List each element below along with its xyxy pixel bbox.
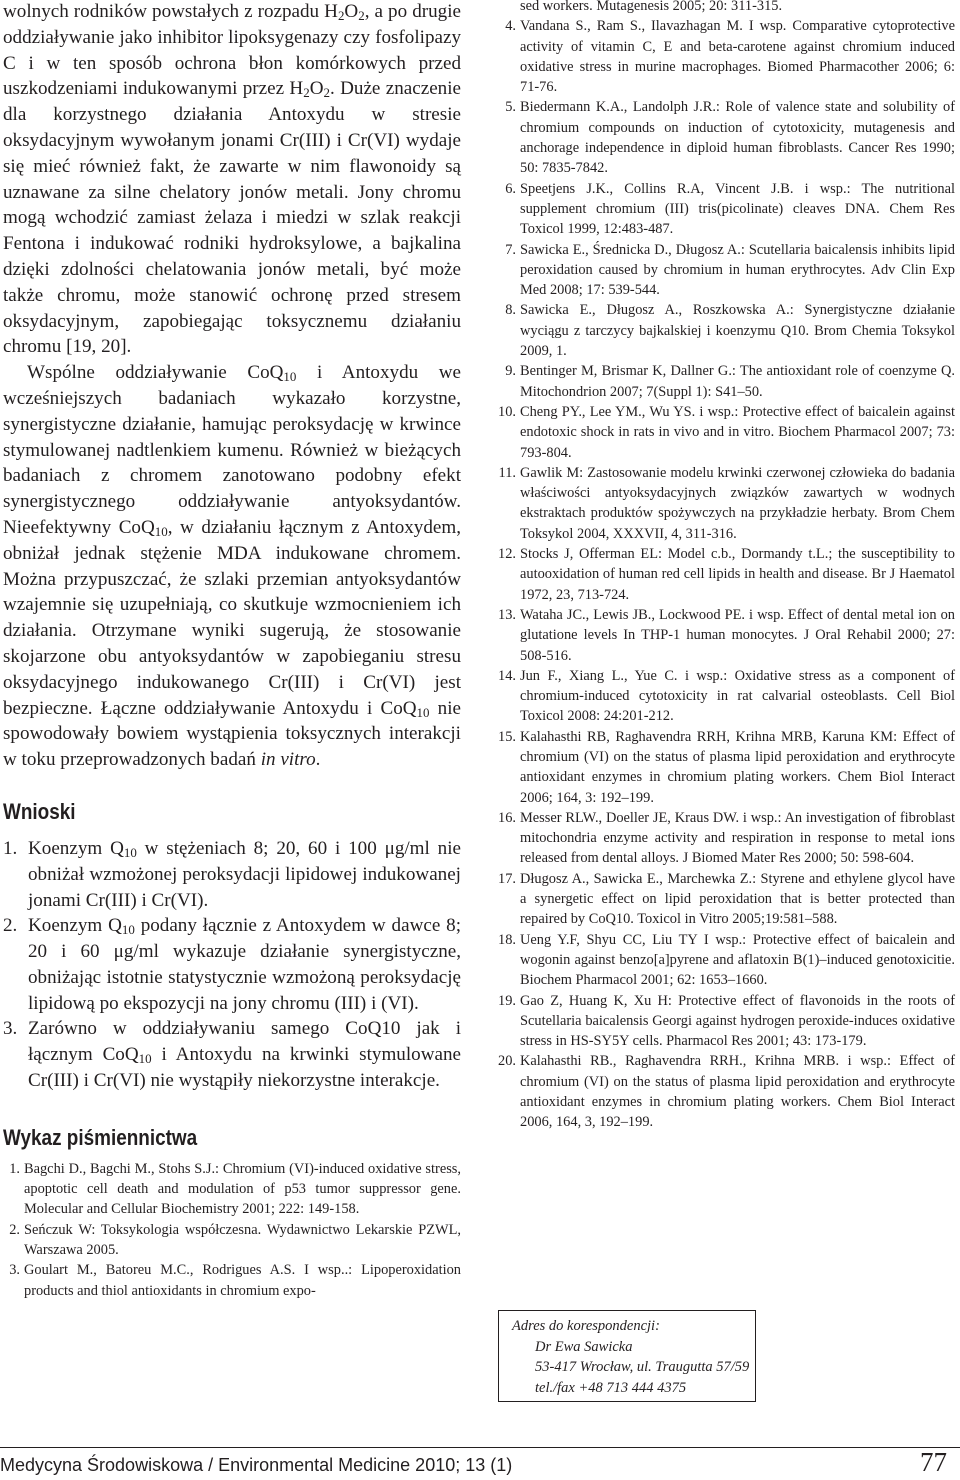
- reference-item: 5. Biedermann K.A., Landolph J.R.: Role of valence state and solubility of chromium compounds on induction of cytotoxicity, mutagenesis and anchorage independence in diploid human fibroblasts. Cancer Res 1990; 50: 7835-7842.: [505, 99, 955, 177]
- right-column: [499, 0, 955, 1133]
- reference-item: 6. Speetjens J.K., Collins R.A, Vincent J.B. i wsp.: The nutritional supplement chromium (III) tris(picolinate) cleaves DNA. Chem Res Toxicol 1999, 12:483-487.: [505, 180, 955, 238]
- reference-item: 18. Ueng Y.F, Shyu CC, Liu TY I wsp.: Protective effect of baicalein and wogonin against benzo[a]pyrene and aflatoxin B(1)–induced genotoxicitie. Biochem Pharmacol 2001; 62: 1653–1660.: [498, 931, 955, 989]
- reference-item: 11. Gawlik M: Zastosowanie modelu krwinki czerwonej człowieka do badania właściwości antyoksydacyjnych związków zawartych w wodnych ekstraktach produktów spożywczych na przykładzie herbaty. Brom Chem Toksykol 2004, XXXVII, 4, 311-316.: [498, 464, 955, 542]
- reference-continuation: sed workers. Mutagenesis 2005; 20: 311-315.: [520, 0, 783, 14]
- references-list-left: [3, 1159, 461, 1301]
- reference-item: 7. Sawicka E., Średnicka D., Długosz A.: Scutellaria baicalensis inhibits lipid peroxidation caused by chromium in human erythrocytes. Adv Clin Exp Med 2008; 17: 539-544.: [505, 241, 955, 299]
- reference-item: 13. Wataha JC., Lewis JB., Lockwood PE. i wsp. Effect of dental metal ion on glutatione levels In THP-1 human monocytes. J Oral Rehabil 2000; 27: 508-516.: [498, 606, 955, 664]
- journal-footer: Medycyna Środowiskowa / Environmental Medicine 2010; 13 (1): [0, 1455, 513, 1475]
- correspondence-address-box: [498, 1310, 756, 1402]
- reference-item: 8. Sawicka E., Długosz A., Roszkowska A.: Synergistyczne działanie wyciągu z tarczycy bajkalskiej i koenzymu Q10. Brom Chemia Toksykol 2009, 1.: [505, 302, 955, 360]
- reference-item: 2. Seńczuk W: Toksykologia współczesna. Wydawnictwo Lekarskie PZWL, Warszawa 2005.: [9, 1221, 461, 1259]
- conclusion-item: 2. Koenzym $Q_{10}$ podany łącznie z Antoxydem w dawce 8; 20 i 60 μg/ml wykazuje działanie synergistyczne, obniżając istotnie statystycznie wzmożoną peroksydację lipidową po ekspozycji na jony chromu (III) i (VI).: [3, 915, 462, 1014]
- reference-item: 4. Vandana S., Ram S., Ilavazhagan M. I wsp. Comparative cytoprotective activity of vitamin C, E and beta-carotene against chromium induced oxidative stress in murine macrophages. Biomed Pharmacother 2006; 6: 71-76.: [505, 18, 955, 96]
- address-name: Dr Ewa Sawicka: [535, 1338, 633, 1355]
- reference-item: 9. Bentinger M, Brismar K, Dallner G.: The antioxidant role of coenzyme Q. Mitochondrion 2007; 7(Suppl 1): S41–50.: [505, 363, 955, 400]
- reference-item: 20. Kalahasthi RB., Raghavendra RRH., Krihna MRB. i wsp.: Effect of chromium (VI) on the status of plasma lipid peroxidation and erythrocyte antioxidant enzymes in chromium plating workers. Chem Biol Interact 2006, 164, 3, 192–199.: [498, 1053, 955, 1131]
- references-heading: Wykaz piśmiennictwa: [3, 1124, 198, 1150]
- reference-item: 19. Gao Z, Huang K, Xu H: Protective effect of flavonoids in the roots of Scutellaria baicalensis Georgi against hydrogen peroxide-induces oxidative stress in HS-SY5Y cells. Pharmacol Res 2001; 43: 173-179.: [498, 992, 955, 1050]
- body-paragraph-1: wolnych rodników powstałych z rozpadu $H_2O_2$, a po drugie oddziaływanie jako inhibitor lipoksygenazy czy fosfolipazy C i w ten sposób ochrona błon komórkowych przed uszkodzeniami indukowanymi przez $H_2O_2$. Duże znaczenie dla korzystnego działania Antoxydu w stresie oksydacyjnym wywołanym jonami Cr(III) i Cr(VI) wydaje się mieć również fakt, że zawarte w nim flawonoidy są uznawane za silne chelatory jonów metali. Jony chromu mogą wchodzić zamiast żelaza i miedzi w szlak reakcji Fentona i indukować rodniki hydroksylowe, a bajkalina dzięki zdolności chelatowania jonów metali, być może także chromu, może stanowić ochronę przed stresem oksydacyjnym, zapobiegając toksycznemu działaniu chromu [19, 20].: [3, 1, 461, 358]
- reference-item: 14. Jun F., Xiang L., Yue C. i wsp.: Oxidative stress as a component of chromium-induced cytotoxicity in rat calvarial osteoblasts. Cell Biol Toxicol 2008: 24:201-212.: [498, 667, 955, 725]
- reference-item: 15. Kalahasthi RB, Raghavendra RRH, Krihna MRB, Karuna KM: Effect of chromium (VI) on the status of plasma lipid peroxidation and erythrocyte antioxidant enzymes in chromium plating workers. Chem Biol Interact 2006; 164, 3: 192–199.: [498, 728, 955, 806]
- references-list-right: [499, 16, 955, 1132]
- address-phone: tel./fax +48 713 444 4375: [535, 1379, 687, 1396]
- conclusion-item: 1. Koenzym $Q_{10}$ w stężeniach 8; 20, 60 i 100 μg/ml nie obniżał wzmożonej peroksydacji lipidowej indukowanej jonami Cr(III) i Cr(VI).: [3, 837, 461, 911]
- conclusions-list: [3, 836, 461, 1094]
- reference-item: 1. Bagchi D., Bagchi M., Stohs S.J.: Chromium (VI)-induced oxidative stress, apoptotic cell death and modulation of p53 tumor suppressor gene. Molecular and Cellular Biochemistry 2001; 222: 149-158.: [9, 1160, 461, 1218]
- page-number: 77: [920, 1447, 947, 1477]
- address-label: Adres do korespondencji:: [512, 1318, 660, 1334]
- reference-item: 3. Goulart M., Batoreu M.C., Rodrigues A.S. I wsp..: Lipoperoxidation products and thiol antioxidants in chromium expo-: [9, 1262, 461, 1299]
- address-street: 53-417 Wrocław, ul. Traugutta 57/59: [535, 1359, 750, 1375]
- footer-rule: [0, 1447, 960, 1448]
- reference-item: 12. Stocks J, Offerman EL: Model c.b., Dormandy t.L.; the susceptibility to autooxidation of human red cell lipids in health and disease. Br J Haematol 1972, 23, 713-724.: [498, 546, 955, 603]
- body-paragraph-2: Wspólne oddziaływanie CoQ$_{10}$ i Antoxydu we wcześniejszych badaniach wykazało korzystne, synergistyczne działanie, hamując peroksydację w krwince stymulowanej nadtlenkiem kumenu. Również w bieżących badaniach z chromem zanotowano podobny efekt synergistycznego oddziaływanie antyoksydantów. Nieefektywny CoQ$_{10}$, w działaniu łącznym z Antoxydem, obniżał jednak stężenie MDA indukowane chromem. Można przypuszczać, że szlaki przemian antyoksydantów wzajemnie się uzupełniają, co skutkuje wzmocnieniem ich działania. Otrzymane wyniki sugerują, że stosowanie skojarzone obu antyoksydantów w zapobieganiu stresu oksydacyjnego indukowanego Cr(III) i Cr(VI) jest bezpieczne. Łączne oddziaływanie Antoxydu i CoQ$_{10}$ nie spowodowały bowiem wystąpienia toksycznych interakcji w toku przeprowadzonych badań in vitro.: [3, 362, 461, 771]
- conclusion-item: 3. Zarówno w oddziaływaniu samego CoQ10 jak i łącznym CoQ$_{10}$ i Antoxydu na krwinki stymulowane Cr(III) i Cr(VI) nie wystąpiły niekorzystne interakcje.: [3, 1018, 461, 1092]
- left-column: [3, 0, 461, 1301]
- reference-item: 10. Cheng PY., Lee YM., Wu YS. i wsp.: Protective effect of baicalein against endotoxic shock in rats in vivo and in vitro. Biochem Pharmacol 2007; 73: 793-804.: [498, 403, 955, 461]
- reference-item: 17. Długosz A., Sawicka E., Marchewka Z.: Styrene and ethylene glycol have a synergetic effect on lipid peroxidation that is better protected than repaired by CoQ10. Toxicol in Vitro 2005;19:581–588.: [498, 870, 955, 928]
- reference-item: 16. Messer RLW., Doeller JE, Kraus DW. i wsp.: An investigation of fibroblast mitochondria enzyme activity and respiration in response to metal ions released from dental alloys. J Biomed Mater Res 2000; 50: 598-604.: [498, 809, 955, 867]
- conclusions-heading: Wnioski: [3, 798, 76, 824]
